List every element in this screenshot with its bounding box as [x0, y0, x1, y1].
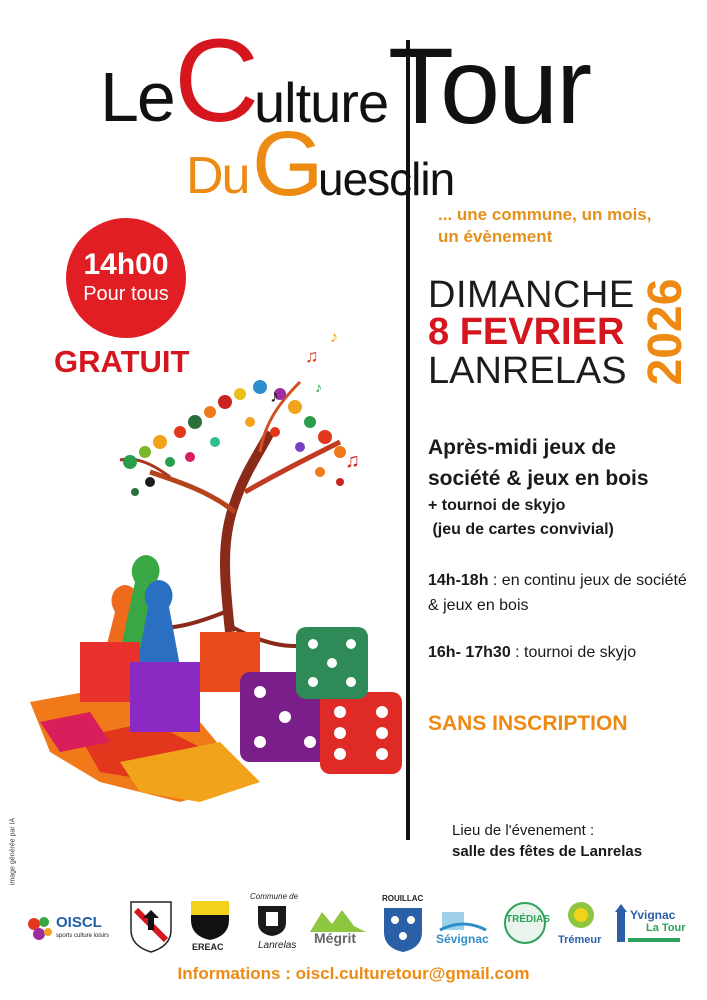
- time-badge: [66, 218, 186, 338]
- oiscl-tagline: sports culture loisirs: [56, 933, 110, 939]
- lanrelas-logo: [244, 892, 300, 954]
- megrit-logo: [304, 896, 372, 954]
- title-uesclin: uesclin: [318, 153, 455, 205]
- schedule-time: 14h-18h: [428, 572, 489, 589]
- title-letter-g: G: [252, 113, 324, 215]
- foliage: [123, 380, 346, 496]
- event-day: DIMANCHE: [428, 274, 635, 316]
- tremeur-icon: [564, 900, 598, 930]
- la-tour-name: La Tour: [646, 922, 686, 934]
- program-sub-line-2: (jeu de cartes convivial): [428, 521, 614, 538]
- free-label: GRATUIT: [54, 344, 190, 379]
- program-sub: [428, 494, 614, 542]
- badge-time: 14h00: [83, 248, 169, 281]
- schedule-time: 16h- 17h30: [428, 644, 511, 661]
- tagline-line-2: un évènement: [438, 227, 553, 246]
- ereac-name: EREAC: [192, 942, 224, 952]
- event-year: [636, 280, 696, 392]
- tremeur-logo: [556, 896, 606, 954]
- title-tour: Tour: [388, 25, 591, 146]
- event-date: 8 FEVRIER: [428, 311, 625, 353]
- rouillac-name: ROUILLAC: [382, 894, 424, 903]
- program-main-line-1: Après-midi jeux de: [428, 436, 616, 459]
- svg-text:♫: ♫: [345, 450, 360, 472]
- rouillac-logo: [380, 896, 426, 954]
- title-ulture: ulture: [254, 71, 389, 134]
- schedule-item: [428, 568, 698, 618]
- title-le: Le: [100, 58, 174, 136]
- badge-audience: Pour tous: [83, 283, 169, 305]
- oiscl-name: OISCL: [56, 914, 102, 931]
- rouillac-crest-icon: [382, 906, 424, 954]
- program-main: [428, 432, 649, 494]
- dice: [240, 627, 402, 774]
- lanrelas-crest-icon: [256, 904, 288, 938]
- schedule-item: [428, 640, 698, 665]
- oiscl-icon: [24, 912, 54, 942]
- sevignac-logo: [434, 896, 492, 954]
- ai-note: [6, 812, 20, 898]
- shield-icon: [188, 898, 232, 942]
- megrit-name: Mégrit: [314, 930, 356, 946]
- title-du: Du: [186, 147, 249, 205]
- commune-de: Commune de: [250, 892, 299, 901]
- event-year-text: 2026: [639, 278, 692, 386]
- sevignac-icon: [436, 904, 490, 934]
- event-place: LANRELAS: [428, 350, 627, 392]
- yvignac-name: Yvignac: [630, 908, 676, 922]
- tower-icon: [614, 904, 628, 944]
- venue-label: Lieu de l'évenement :: [452, 822, 595, 839]
- contact-info: Informations : oiscl.culturetour@gmail.com: [177, 964, 530, 983]
- tagline: [438, 204, 651, 248]
- coat-of-arms-icon: [128, 896, 174, 954]
- sevignac-name: Sévignac: [436, 932, 489, 946]
- venue-place: salle des fêtes de Lanrelas: [452, 843, 643, 860]
- tredias-name: TRÉDIAS: [506, 914, 550, 925]
- no-registration: SANS INSCRIPTION: [428, 712, 628, 735]
- oiscl-logo: [24, 896, 124, 954]
- yvignac-underline: [628, 938, 680, 942]
- program-sub-line-1: + tournoi de skyjo: [428, 497, 566, 514]
- svg-text:♪: ♪: [330, 329, 338, 346]
- lanrelas-name: Lanrelas: [258, 940, 297, 951]
- ereac-logo: [186, 896, 234, 954]
- tredias-logo: [500, 896, 550, 954]
- svg-text:♫: ♫: [305, 346, 319, 366]
- title-letter-c: C: [174, 15, 260, 147]
- tagline-line-1: ... une commune, un mois,: [438, 205, 652, 224]
- svg-text:♪: ♪: [315, 379, 322, 395]
- svg-text:♪: ♪: [270, 386, 279, 406]
- program-main-line-2: société & jeux en bois: [428, 467, 649, 490]
- schedule-text: : tournoi de skyjo: [510, 644, 637, 661]
- schedule-text: : en continu jeux de société & jeux en bois: [428, 572, 687, 614]
- ai-note-text: image générée par IA: [9, 817, 17, 886]
- yvignac-logo: [612, 896, 684, 954]
- tremeur-name: Trémeur: [558, 934, 602, 946]
